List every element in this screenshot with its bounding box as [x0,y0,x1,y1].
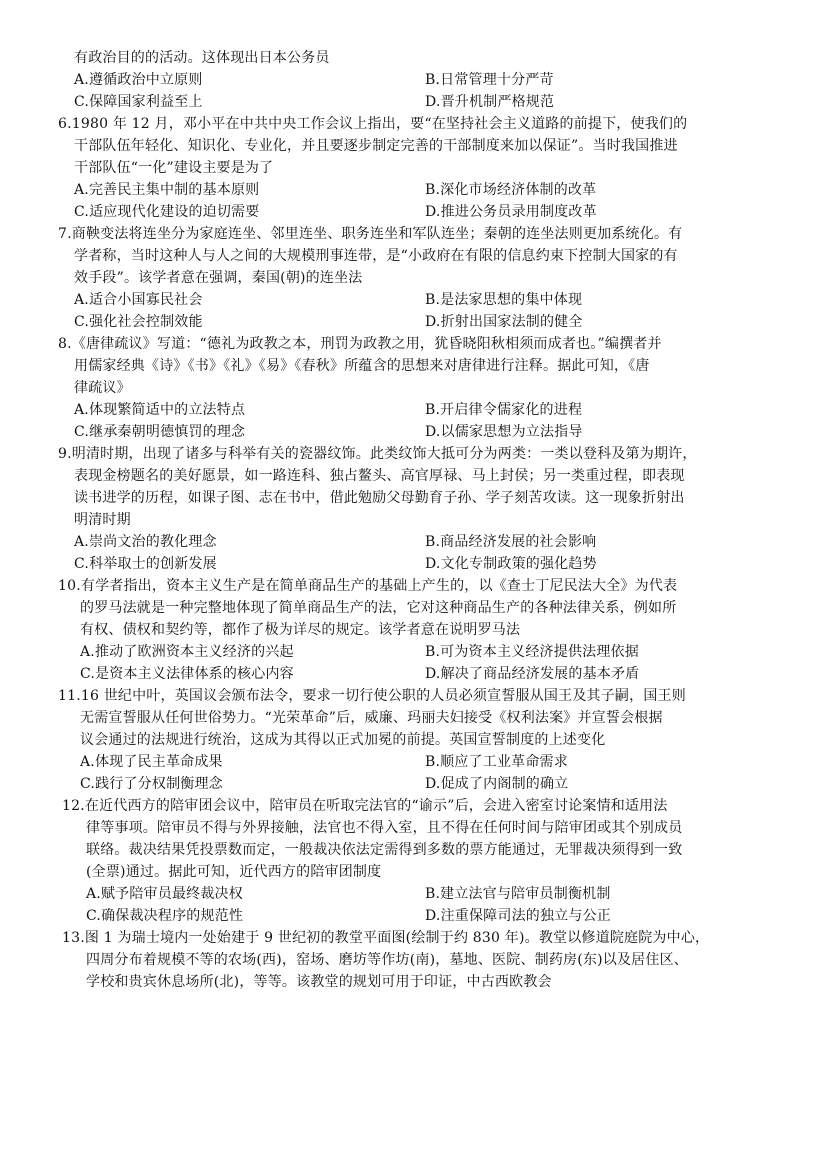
q9-stem-line-3: 读书进学的历程，如课子图、志在书中，借此勉励父母勤育子孙、学子刻苦攻读。这一现象折射出 [74,490,685,506]
q6-stem-line-2: 干部队伍年轻化、知识化、专业化，并且要逐步制定完善的干部制度来加以保证”。当时我国推进 [74,138,678,154]
q5-option-d: D.晋升机制严格规范 [425,94,555,110]
q12-stem-line-1: 12.在近代西方的陪审团会议中，陪审员在听取完法官的“谕示”后，会进入密室讨论案情和适用法 [62,798,668,814]
q7-stem-line-3: 效手段”。该学者意在强调，秦国(朝)的连坐法 [74,270,363,286]
q8-stem-line-1: 8.《唐律疏议》写道：“德礼为政教之本，刑罚为政教之用，犹昏晓阳秋相须而成者也。”编撰者并 [58,336,662,352]
q10-stem-line-3: 有权、债权和契约等，都作了极为详尽的规定。该学者意在说明罗马法 [80,622,521,638]
q12-stem-line-4: (全票)通过。据此可知，近代西方的陪审团制度 [86,864,382,880]
q10-option-a: A.推动了欧洲资本主义经济的兴起 [80,644,294,660]
q7-stem-line-1: 7.商鞅变法将连坐分为家庭连坐、邻里连坐、职务连坐和军队连坐；秦朝的连坐法则更加系统化。有 [58,226,683,242]
q10-stem-line-1: 10.有学者指出，资本主义生产是在简单商品生产的基础上产生的，以《查士丁尼民法大全》为代表 [58,578,678,594]
q8-option-a: A.体现繁简适中的立法特点 [74,402,246,418]
q6-option-c: C.适应现代化建设的迫切需要 [74,204,260,220]
q10-stem-line-2: 的罗马法就是一种完整地体现了简单商品生产的法，它对这种商品生产的各种法律关系，例如所 [80,600,677,616]
q12-option-a: A.赋予陪审员最终裁决权 [86,886,243,902]
q10-option-c: C.是资本主义法律体系的核心内容 [80,666,294,682]
q12-option-b: B.建立法官与陪审员制衡机制 [425,886,611,902]
q11-option-d: D.促成了内阁制的确立 [425,776,569,792]
q10-option-b: B.可为资本主义经济提供法理依据 [425,644,639,660]
q13-stem-line-1: 13.图 1 为瑞士境内一处始建于 9 世纪初的教堂平面图(绘制于约 830 年)。教堂以修道院庭院为中心， [62,930,710,946]
q13-stem-line-2: 四周分布着规模不等的农场(西)，窑场、磨坊等作坊(南)，墓地、医院、制药房(东)以及居住区、 [86,952,688,968]
q9-option-c: C.科举取士的创新发展 [74,556,217,572]
q7-option-a: A.适合小国寡民社会 [74,292,203,308]
q6-option-b: B.深化市场经济体制的改革 [425,182,597,198]
q11-stem-line-3: 议会通过的法规进行统治，这成为其得以正式加冕的前提。英国宣誓制度的上述变化 [80,732,606,748]
q9-stem-line-1: 9.明清时期，出现了诸多与科举有关的瓷器纹饰。此类纹饰大抵可分为两类：一类以登科及第为期许， [58,446,697,462]
q7-option-b: B.是法家思想的集中体现 [425,292,583,308]
q7-option-d: D.折射出国家法制的健全 [425,314,583,330]
q5-option-c: C.保障国家利益至上 [74,94,203,110]
q9-stem-line-4: 明清时期 [74,512,131,528]
q10-option-d: D.解决了商品经济发展的基本矛盾 [425,666,640,682]
q9-option-b: B.商品经济发展的社会影响 [425,534,597,550]
q11-option-b: B.顺应了工业革命需求 [425,754,568,770]
q11-option-a: A.体现了民主革命成果 [80,754,223,770]
q12-option-d: D.注重保障司法的独立与公正 [425,908,611,924]
q5-option-b: B.日常管理十分严苛 [425,72,554,88]
q9-option-d: D.文化专制政策的强化趋势 [425,556,597,572]
q6-stem-line-1: 6.1980 年 12 月，邓小平在中共中央工作会议上指出，要“在坚持社会主义道路的前提下，使我们的 [58,116,688,132]
q8-stem-line-3: 律疏议》 [74,380,131,396]
q7-stem-line-2: 学者称，当时这种人与人之间的大规模刑事连带，是“小政府在有限的信息约束下控制大国家的有 [74,248,678,264]
q11-option-c: C.践行了分权制衡理念 [80,776,223,792]
q8-stem-line-2: 用儒家经典《诗》《书》《礼》《易》《春秋》所蕴含的思想来对唐律进行注释。据此可知，《唐 [74,358,650,374]
q11-stem-line-1: 11.16 世纪中叶，英国议会颁布法令，要求一切行使公职的人员必须宣誓服从国王及其子嗣，国王则 [58,688,686,704]
q6-stem-line-3: 干部队伍“一化”建设主要是为了 [74,160,274,176]
q13-stem-line-3: 学校和贵宾休息场所(北)，等等。该教堂的规划可用于印证，中古西欧教会 [86,974,552,990]
q8-option-c: C.继承秦朝明德慎罚的理念 [74,424,246,440]
q9-stem-line-2: 表现金榜题名的美好愿景，如一路连科、独占鳌头、高官厚禄、马上封侯；另一类重过程，即表现 [74,468,685,484]
q6-option-d: D.推进公务员录用制度改革 [425,204,597,220]
q6-option-a: A.完善民主集中制的基本原则 [74,182,260,198]
q9-option-a: A.崇尚文治的教化理念 [74,534,217,550]
q11-stem-line-2: 无需宣誓服从任何世俗势力。“光荣革命”后，威廉、玛丽夫妇接受《权利法案》并宣誓会根据 [80,710,663,726]
q8-option-b: B.开启律令儒家化的进程 [425,402,583,418]
q8-option-d: D.以儒家思想为立法指导 [425,424,583,440]
q7-option-c: C.强化社会控制效能 [74,314,203,330]
q12-stem-line-2: 律等事项。陪审员不得与外界接触，法官也不得入室，且不得在任何时间与陪审团或其个别成员 [86,820,683,836]
q5-option-a: A.遵循政治中立原则 [74,72,203,88]
q5-stem-line-1: 有政治目的的活动。这体现出日本公务员 [74,50,330,66]
q12-stem-line-3: 联络。裁决结果凭投票数而定，一般裁决依法定需得到多数的票方能通过，无罪裁决须得到一致 [86,842,683,858]
q12-option-c: C.确保裁决程序的规范性 [86,908,244,924]
